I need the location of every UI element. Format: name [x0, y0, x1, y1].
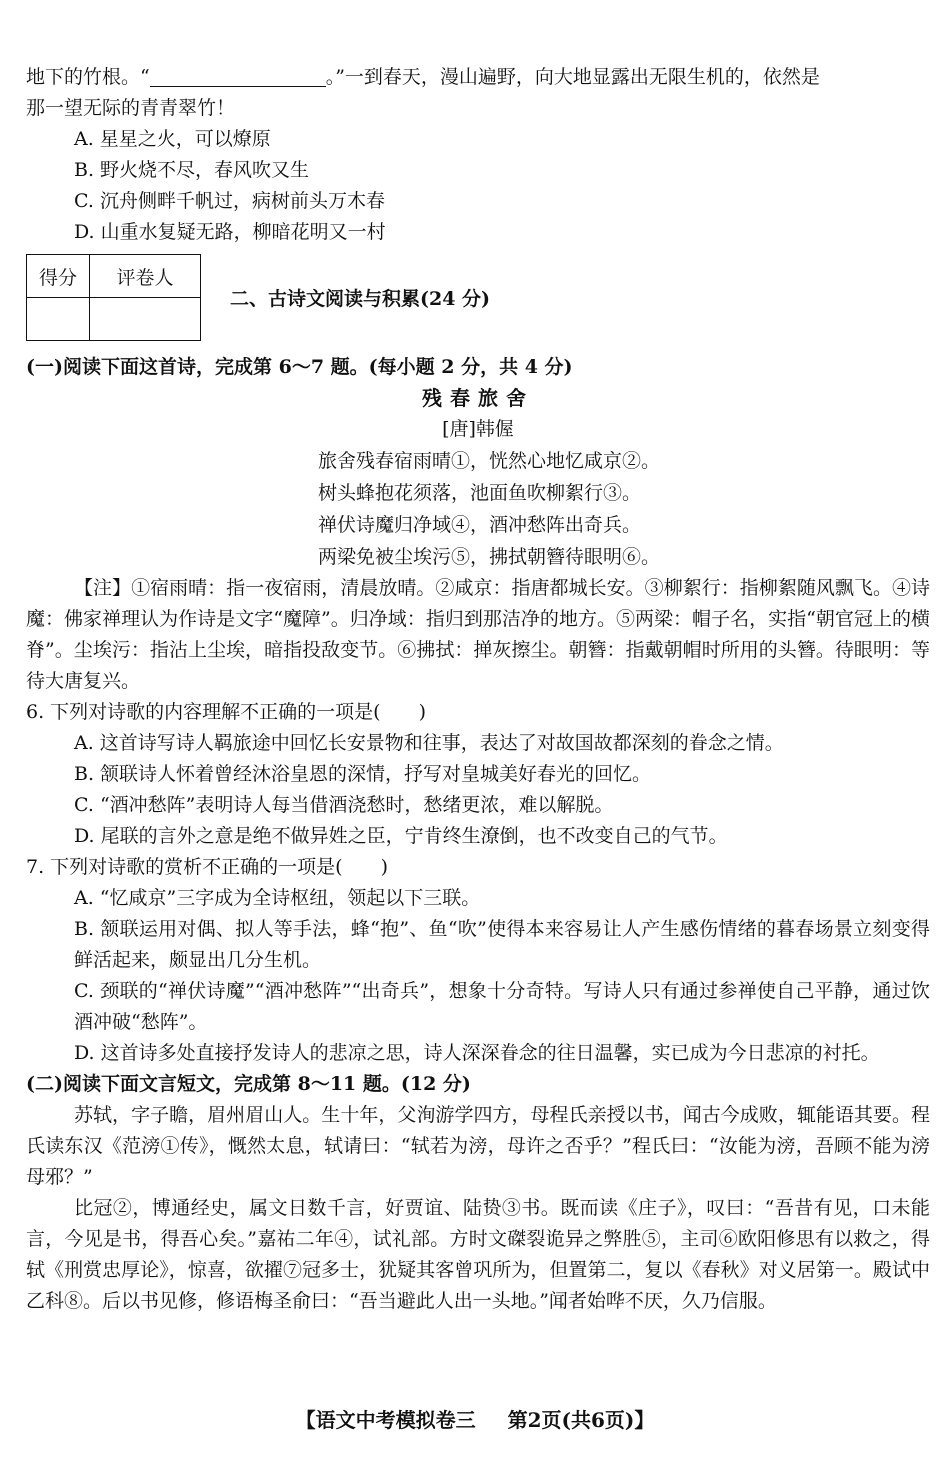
part2-heading: (二)阅读下面文言短文，完成第 8～11 题。(12 分): [26, 1073, 471, 1095]
page-footer: [0, 1404, 950, 1433]
grader-cell: [90, 298, 201, 341]
q6-option-c: C. “酒冲愁阵”表明诗人每当借酒浇愁时，愁绪更浓，难以解脱。: [74, 794, 614, 816]
q7-option-b: B. 颔联运用对偶、拟人等手法，蜂“抱”、鱼“吹”使得本来容易让人产生感伤情绪的暮春场景立刻变得鲜活起来，颇显出几分生机。: [74, 918, 930, 971]
classical-text-para2: 比冠②，博通经史，属文日数千言，好贾谊、陆贽③书。既而读《庄子》，叹曰：“吾昔有见，口未能言，今见是书，得吾心矣。”嘉祐二年④，试礼部。方时文磔裂诡异之弊胜⑤，主司⑥欧阳修思有以救之，得轼《刑赏忠厚论》，惊喜，欲擢⑦冠多士，犹疑其客曾巩所为，但置第二，复以《春秋》对义居第一。殿试中乙科⑧。后以书见修，修语梅圣俞曰：“吾当避此人出一头地。”闻者始哗不厌，久乃信服。: [26, 1197, 930, 1312]
grader-label: 评卷人: [90, 255, 201, 298]
section-title: 二、古诗文阅读与积累(24 分): [230, 288, 491, 310]
poem-line: 禅伏诗魔归净域④，酒冲愁阵出奇兵。: [318, 514, 642, 536]
poem-author: [唐]韩偓: [442, 418, 514, 440]
score-label: 得分: [27, 255, 90, 298]
q5-option-a: A. 星星之火，可以燎原: [74, 128, 271, 150]
poem-notes: 【注】①宿雨晴：指一夜宿雨，清晨放晴。②咸京：指唐都城长安。③柳絮行：指柳絮随风飘飞。④诗魔：佛家禅理认为作诗是文字“魔障”。归净域：指归到那洁净的地方。⑤两梁：帽子名，实指“朝官冠上的横脊”。尘埃污：指沾上尘埃，暗指投敌变节。⑥拂拭：掸灰擦尘。朝簪：指戴朝帽时所用的头簪。待眼明：等待大唐复兴。: [26, 577, 930, 692]
q5-stem-line1: [26, 62, 930, 93]
poem-title: 残春旅舍: [422, 386, 534, 410]
poem-line: 旅舍残春宿雨晴①，恍然心地忆咸京②。: [318, 450, 661, 472]
score-table: [26, 254, 201, 341]
footer-exam-title: 【语文中考模拟卷三: [295, 1408, 476, 1432]
q5-option-c: C. 沉舟侧畔千帆过，病树前头万木春: [74, 190, 385, 212]
poem-line: 两梁免被尘埃污⑤，拂拭朝簪待眼明⑥。: [318, 546, 661, 568]
part1-heading: (一)阅读下面这首诗，完成第 6～7 题。(每小题 2 分，共 4 分): [26, 356, 573, 378]
q7-stem: 7. 下列对诗歌的赏析不正确的一项是( ): [26, 856, 388, 878]
classical-text-para1: 苏轼，字子瞻，眉州眉山人。生十年，父洵游学四方，母程氏亲授以书，闻古今成败，辄能语其要。程氏读东汉《范滂①传》，慨然太息，轼请曰：“轼若为滂，母许之否乎？”程氏曰：“汝能为滂，吾顾不能为滂母邪？”: [26, 1104, 930, 1188]
q7-option-d: D. 这首诗多处直接抒发诗人的悲凉之思，诗人深深眷念的往日温馨，实已成为今日悲凉的衬托。: [74, 1042, 880, 1064]
answer-blank: [150, 66, 326, 87]
q6-option-d: D. 尾联的言外之意是绝不做异姓之臣，宁肯终生潦倒，也不改变自己的气节。: [74, 825, 728, 847]
exam-page: [26, 62, 930, 1317]
poem-line: 树头蜂抱花须落，池面鱼吹柳絮行③。: [318, 482, 642, 504]
q7-option-c: C. 颈联的“禅伏诗魔”“酒冲愁阵”“出奇兵”，想象十分奇特。写诗人只有通过参禅使自己平静，通过饮酒冲破“愁阵”。: [74, 980, 930, 1033]
q6-stem: 6. 下列对诗歌的内容理解不正确的一项是( ): [26, 701, 426, 723]
score-cell: [27, 298, 90, 341]
q5-stem-text-a: 地下的竹根。“: [26, 66, 150, 88]
q5-option-d: D. 山重水复疑无路，柳暗花明又一村: [74, 221, 386, 243]
q6-option-b: B. 颔联诗人怀着曾经沐浴皇恩的深情，抒写对皇城美好春光的回忆。: [74, 763, 652, 785]
q5-stem-line2: 那一望无际的青青翠竹！: [26, 97, 236, 119]
score-section-header: [26, 254, 930, 348]
q5-stem-text-b: 。”一到春天，漫山遍野，向大地显露出无限生机的，依然是: [325, 66, 820, 88]
q7-option-a: A. “忆咸京”三字成为全诗枢纽，领起以下三联。: [74, 887, 481, 909]
q5-option-b: B. 野火烧不尽，春风吹又生: [74, 159, 310, 181]
q6-option-a: A. 这首诗写诗人羁旅途中回忆长安景物和往事，表达了对故国故都深刻的眷念之情。: [74, 732, 784, 754]
footer-page-number: 第2页(共6页)】: [507, 1408, 655, 1432]
